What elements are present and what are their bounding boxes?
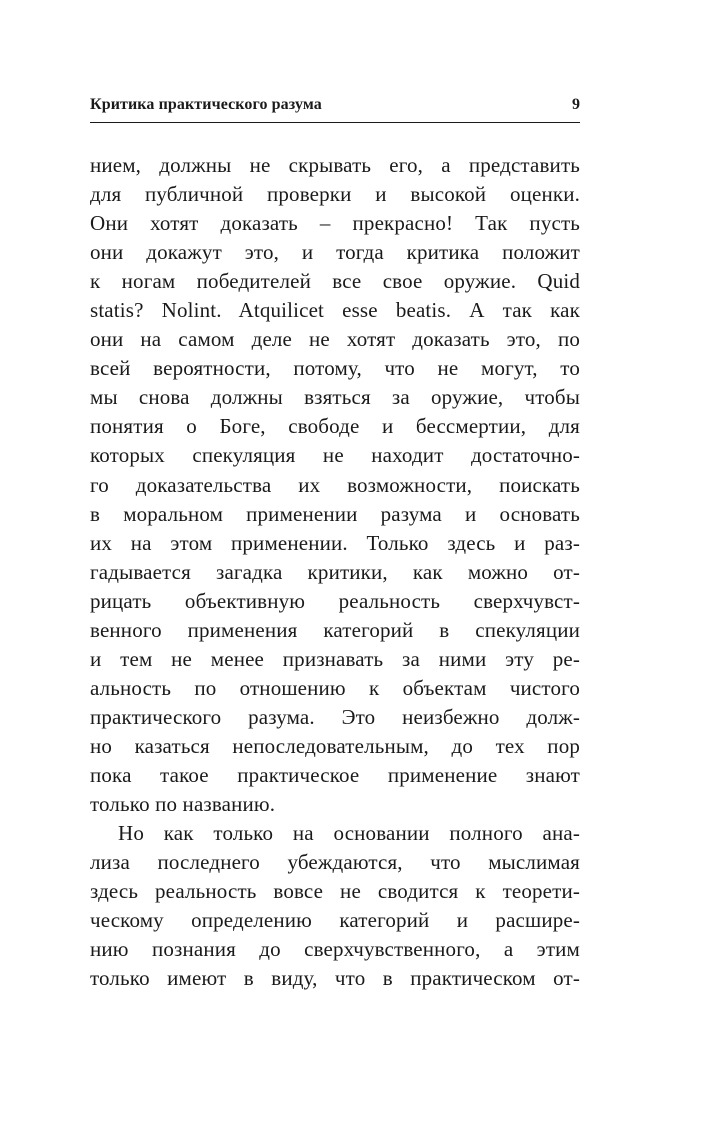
body-text bbox=[90, 151, 580, 993]
text-line: которых спекуляция не находит достаточно- bbox=[90, 443, 580, 468]
text-line: гадывается загадка критики, как можно от- bbox=[90, 559, 580, 584]
text-line: и тем не менее признавать за ними эту ре- bbox=[90, 646, 580, 671]
running-title: Критика практического разума bbox=[90, 96, 322, 113]
text-line: альность по отношению к объектам чистого bbox=[90, 675, 580, 700]
text-line: нием, должны не скрывать его, а представить bbox=[90, 153, 580, 177]
text-line: они докажут это, и тогда критика положит bbox=[90, 240, 580, 265]
text-line: ческому определению категорий и расшире- bbox=[90, 908, 580, 933]
text-line: понятия о Боге, свободе и бессмертии, для bbox=[90, 414, 580, 439]
text-line: к ногам победителей все свое оружие. Quid bbox=[90, 269, 580, 294]
page-number: 9 bbox=[572, 96, 580, 113]
text-line: только имеют в виду, что в практическом от- bbox=[90, 966, 580, 991]
text-line: но казаться непоследовательным, до тех пор bbox=[90, 733, 580, 758]
text-line: здесь реальность вовсе не сводится к теорети- bbox=[90, 879, 580, 904]
text-line: statis? Nolint. Atquilicet esse beatis. А так как bbox=[90, 298, 580, 323]
paragraph-first-line: Но как только на основании полного ана- bbox=[118, 821, 580, 846]
text-line: мы снова должны взяться за оружие, чтобы bbox=[90, 385, 580, 410]
text-line: в моральном применении разума и основать bbox=[90, 501, 580, 526]
text-line: рицать объективную реальность сверхчувст- bbox=[90, 588, 580, 613]
text-line: всей вероятности, потому, что не могут, то bbox=[90, 356, 580, 381]
text-line: лиза последнего убеждаются, что мыслимая bbox=[90, 850, 580, 875]
text-line: их на этом применении. Только здесь и раз- bbox=[90, 530, 580, 555]
text-line: практического разума. Это неизбежно долж- bbox=[90, 704, 580, 729]
text-line: Они хотят доказать – прекрасно! Так пусть bbox=[90, 211, 580, 236]
text-line: только по названию. bbox=[90, 792, 276, 817]
text-line: они на самом деле не хотят доказать это, по bbox=[90, 327, 580, 352]
text-line: венного применения категорий в спекуляции bbox=[90, 617, 580, 642]
running-header bbox=[90, 92, 580, 123]
text-line: нию познания до сверхчувственного, а этим bbox=[90, 937, 580, 962]
text-line: пока такое практическое применение знают bbox=[90, 762, 580, 787]
text-line: для публичной проверки и высокой оценки. bbox=[90, 182, 580, 207]
text-line: го доказательства их возможности, поискать bbox=[90, 472, 580, 497]
